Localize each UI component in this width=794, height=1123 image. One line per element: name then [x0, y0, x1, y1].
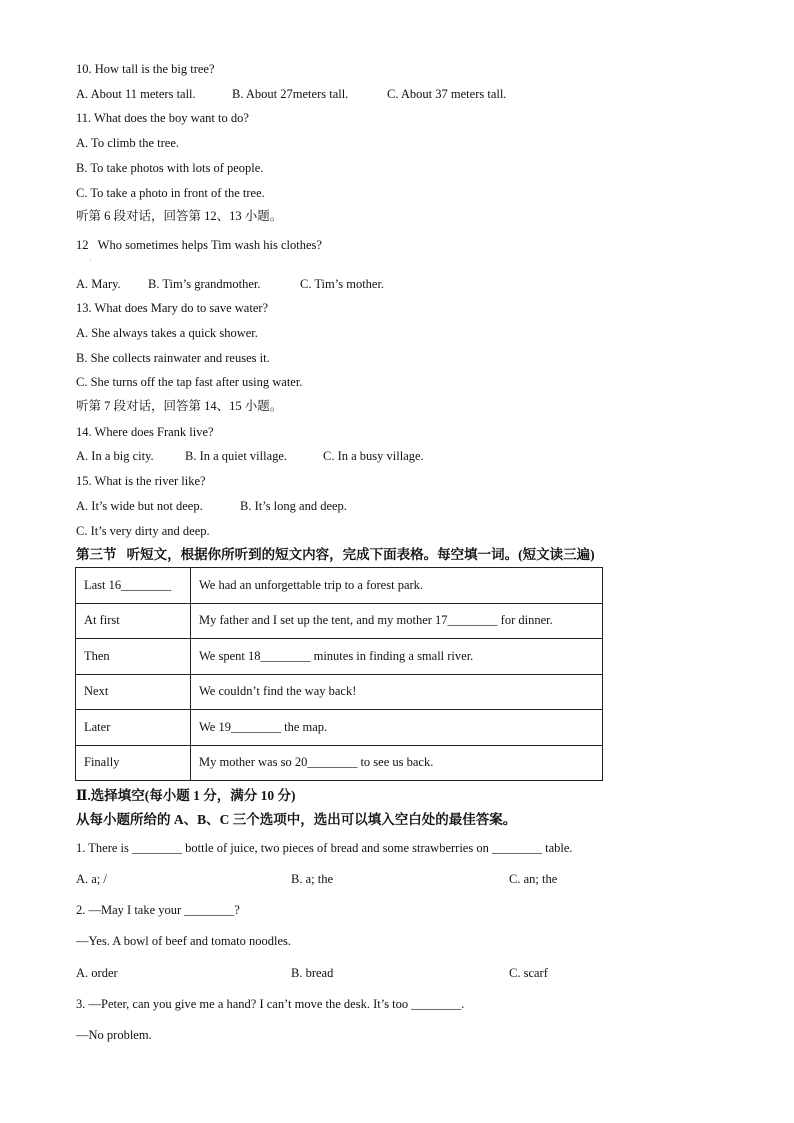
option-b: B. It’s long and deep.: [240, 499, 347, 513]
question-10: 10. How tall is the big tree?: [76, 62, 215, 76]
row-text: We had an unforgettable trip to a forest park.: [191, 568, 603, 604]
choice-question-1-options: [76, 872, 558, 887]
choice-question-1: 1. There is ________ bottle of juice, two pieces of bread and some strawberries on ________ table.: [76, 841, 573, 855]
question-11: 11. What does the boy want to do?: [76, 111, 249, 125]
question-13: 13. What does Mary do to save water?: [76, 301, 269, 315]
option-b: B. About 27meters tall.: [232, 87, 349, 101]
row-text: My mother was so 20________ to see us back.: [191, 745, 603, 781]
fill-in-table: [75, 567, 603, 781]
table-row: [76, 674, 603, 710]
row-text: We spent 18________ minutes in finding a small river.: [191, 639, 603, 675]
table-row: [76, 710, 603, 746]
question-15: 15. What is the river like?: [76, 474, 206, 488]
dialog-7-instruction: 听第 7 段对话，回答第 14、15 小题。: [76, 399, 283, 413]
option-a: A. a; /: [76, 872, 107, 886]
option-b: B. bread: [291, 966, 334, 980]
row-label: Next: [76, 674, 191, 710]
option-c: C. About 37 meters tall.: [387, 87, 507, 101]
row-text: We 19________ the map.: [191, 710, 603, 746]
table-row: [76, 745, 603, 781]
choice-question-2-options: [76, 966, 548, 981]
part-2-instruction: 从每小题所给的 A、B、C 三个选项中，选出可以填入空白处的最佳答案。: [76, 812, 517, 827]
choice-question-3: 3. —Peter, can you give me a hand? I can’t move the desk. It’s too ________.: [76, 997, 465, 1011]
stray-dot: .: [90, 256, 92, 262]
question-13-option-b: B. She collects rainwater and reuses it.: [76, 351, 270, 365]
question-12-options: [76, 277, 385, 292]
row-text: We couldn’t find the way back!: [191, 674, 603, 710]
option-c: C. In a busy village.: [323, 449, 424, 463]
choice-question-2-reply: —Yes. A bowl of beef and tomato noodles.: [76, 934, 292, 948]
row-text: My father and I set up the tent, and my mother 17________ for dinner.: [191, 603, 603, 639]
choice-question-2: 2. —May I take your ________?: [76, 903, 240, 917]
table-row: [76, 603, 603, 639]
question-10-options: [76, 87, 507, 102]
option-a: A. In a big city.: [76, 449, 154, 463]
question-14-options: [76, 449, 424, 464]
question-11-option-b: B. To take photos with lots of people.: [76, 161, 264, 175]
dialog-6-instruction: 听第 6 段对话，回答第 12、13 小题。: [76, 209, 283, 223]
table-row: [76, 568, 603, 604]
row-label: At first: [76, 603, 191, 639]
option-c: C. Tim’s mother.: [300, 277, 385, 291]
option-c: C. an; the: [509, 872, 558, 886]
option-c: C. scarf: [509, 966, 548, 980]
question-12: 12 Who sometimes helps Tim wash his clothes?: [76, 238, 322, 252]
option-b: B. a; the: [291, 872, 334, 886]
option-b: B. In a quiet village.: [185, 449, 288, 463]
question-14: 14. Where does Frank live?: [76, 425, 214, 439]
question-15-option-c: C. It’s very dirty and deep.: [76, 524, 210, 538]
row-label: Last 16________: [76, 568, 191, 604]
option-b: B. Tim’s grandmother.: [148, 277, 261, 291]
question-13-option-a: A. She always takes a quick shower.: [76, 326, 258, 340]
option-a: A. order: [76, 966, 118, 980]
question-11-option-c: C. To take a photo in front of the tree.: [76, 186, 265, 200]
row-label: Later: [76, 710, 191, 746]
row-label: Finally: [76, 745, 191, 781]
option-a: A. Mary.: [76, 277, 121, 291]
option-a: A. It’s wide but not deep.: [76, 499, 203, 513]
table-row: [76, 639, 603, 675]
section-3-heading: 第三节 听短文，根据你所听到的短文内容，完成下面表格。每空填一词。(短文读三遍): [76, 547, 595, 562]
option-a: A. About 11 meters tall.: [76, 87, 196, 101]
choice-question-3-reply: —No problem.: [76, 1028, 152, 1042]
question-15-options: [76, 499, 347, 514]
part-2-heading: Ⅱ.选择填空(每小题 1 分，满分 10 分): [76, 788, 296, 803]
question-11-option-a: A. To climb the tree.: [76, 136, 180, 150]
row-label: Then: [76, 639, 191, 675]
question-13-option-c: C. She turns off the tap fast after using water.: [76, 375, 303, 389]
